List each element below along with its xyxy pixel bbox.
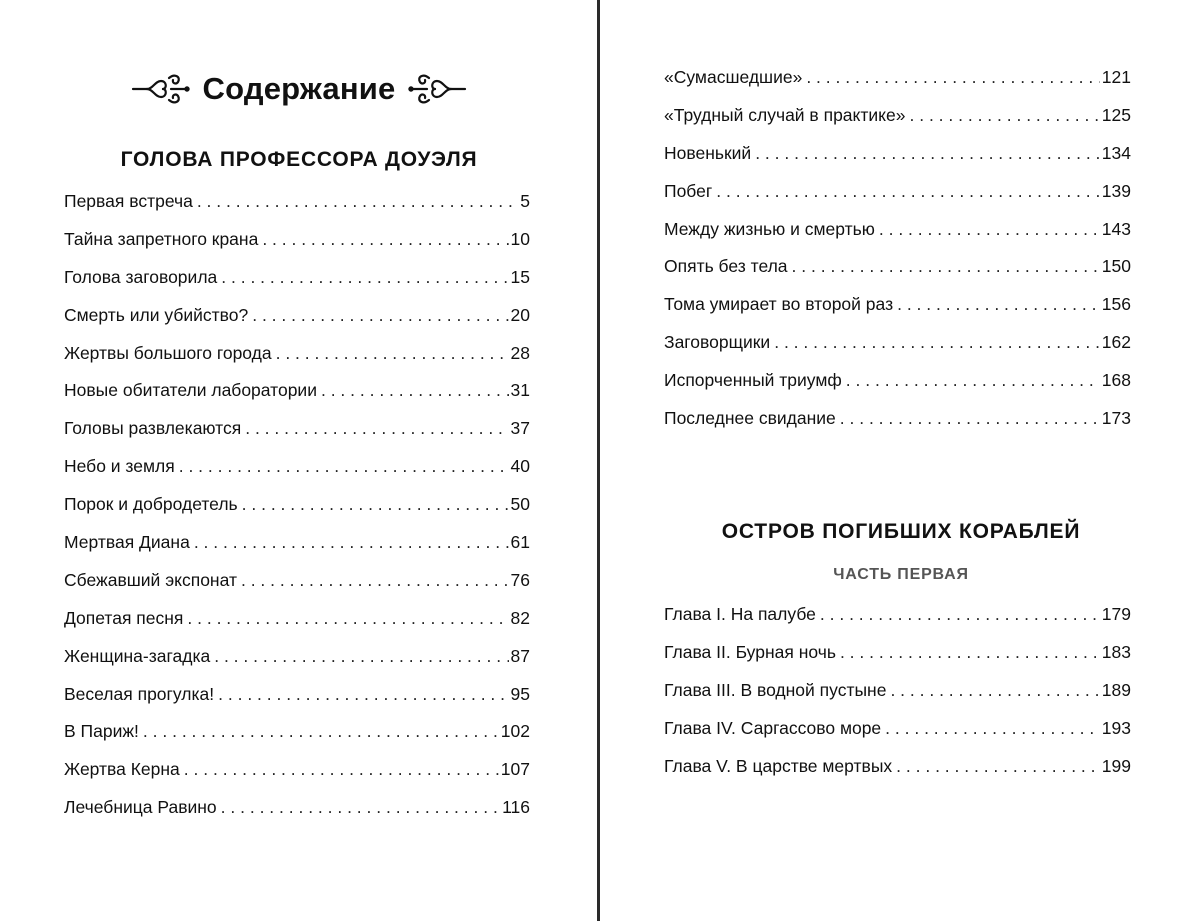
dot-leader (910, 105, 1100, 126)
dot-leader (716, 181, 1100, 202)
toc-entry[interactable] (64, 759, 530, 797)
toc-entry[interactable] (64, 532, 530, 570)
toc-entry-title: Женщина-загадка (64, 645, 211, 666)
toc-entry-page: 183 (1101, 641, 1131, 662)
part-title: ЧАСТЬ ПЕРВАЯ (833, 566, 969, 583)
toc-entry-page: 143 (1101, 218, 1131, 239)
toc-entry[interactable] (64, 684, 530, 722)
dot-leader (840, 408, 1100, 429)
toc-entry-title: Тома умирает во второй раз (664, 294, 894, 315)
toc-entry-title: Голова заговорила (64, 266, 218, 287)
toc-entry-title: Жертва Керна (64, 759, 180, 780)
toc-entry[interactable] (64, 646, 530, 684)
toc-entry-title: Лечебница Равино (64, 797, 217, 818)
dot-leader (879, 219, 1100, 240)
toc-entry[interactable] (64, 343, 530, 381)
toc-entry-page: 179 (1101, 604, 1131, 624)
book2-toc-list (664, 604, 1131, 793)
toc-entry-title: Порок и добродетель (64, 494, 238, 515)
toc-entry-page: 173 (1101, 408, 1131, 429)
flourish-left-icon (131, 69, 191, 109)
toc-entry-title: Мертвая Диана (64, 532, 190, 553)
toc-entry[interactable] (64, 608, 530, 646)
toc-entry-title: Тайна запретного крана (64, 228, 259, 249)
toc-entry-title: Допетая песня (64, 607, 184, 628)
toc-entry-page: 199 (1101, 755, 1131, 776)
toc-entry[interactable] (664, 642, 1131, 680)
contents-heading (0, 64, 598, 114)
toc-entry[interactable] (664, 756, 1131, 794)
toc-entry[interactable] (664, 408, 1131, 446)
toc-entry-page: 121 (1101, 67, 1131, 87)
toc-entry-title: Глава II. Бурная ночь (664, 641, 836, 662)
dot-leader (187, 608, 508, 629)
toc-entry-page: 15 (510, 266, 530, 287)
dot-leader (755, 143, 1100, 164)
toc-entry[interactable] (664, 143, 1131, 181)
book2-title: ОСТРОВ ПОГИБШИХ КОРАБЛЕЙ (721, 520, 1081, 543)
toc-entry-page: 61 (510, 532, 530, 553)
toc-entry-page: 82 (510, 607, 530, 628)
toc-entry-page: 5 (520, 191, 530, 211)
toc-entry-title: Небо и земля (64, 456, 175, 477)
book1-toc-list-right (664, 67, 1131, 446)
dot-leader (252, 305, 508, 326)
dot-leader (194, 532, 509, 553)
toc-entry-title: В Париж! (64, 721, 139, 742)
toc-entry[interactable] (64, 229, 530, 267)
toc-entry-page: 168 (1101, 370, 1131, 391)
toc-entry-page: 50 (510, 494, 530, 515)
toc-entry-page: 150 (1101, 256, 1131, 277)
toc-entry-page: 87 (510, 645, 530, 666)
toc-entry-title: Сбежавший экспонат (64, 569, 237, 590)
dot-leader (806, 67, 1099, 88)
dot-leader (846, 370, 1100, 391)
toc-entry-title: Смерть или убийство? (64, 304, 249, 325)
dot-leader (897, 294, 1100, 315)
toc-entry-title: Глава IV. Саргассово море (664, 717, 882, 738)
toc-entry[interactable] (664, 680, 1131, 718)
dot-leader (276, 343, 509, 364)
toc-entry-page: 20 (510, 304, 530, 325)
toc-entry-page: 162 (1101, 332, 1131, 353)
toc-entry-title: Заговорщики (664, 332, 771, 353)
toc-entry-title: Новенький (664, 142, 752, 163)
toc-entry-title: Опять без тела (664, 256, 788, 277)
dot-leader (820, 604, 1100, 625)
toc-entry-page: 134 (1101, 142, 1131, 163)
toc-entry-page: 139 (1101, 180, 1131, 201)
toc-entry-page: 193 (1101, 717, 1131, 738)
book1-toc-list-left (64, 191, 530, 835)
toc-entry[interactable] (64, 305, 530, 343)
toc-entry-page: 28 (510, 342, 530, 363)
toc-entry-title: Побег (664, 180, 713, 201)
toc-entry[interactable] (64, 456, 530, 494)
toc-entry-title: Последнее свидание (664, 408, 836, 429)
toc-entry-title: «Сумасшедшие» (664, 67, 803, 87)
book-spine-divider (597, 0, 600, 921)
dot-leader (896, 756, 1100, 777)
toc-entry-title: Глава I. На палубе (664, 604, 816, 624)
dot-leader (242, 494, 509, 515)
dot-leader (774, 332, 1100, 353)
book1-title: ГОЛОВА ПРОФЕССОРА ДОУЭЛЯ (120, 148, 478, 171)
dot-leader (221, 797, 500, 818)
toc-entry[interactable] (64, 418, 530, 456)
toc-entry[interactable] (664, 219, 1131, 257)
toc-entry[interactable] (64, 380, 530, 418)
toc-entry-page: 10 (510, 228, 530, 249)
dot-leader (218, 684, 508, 705)
left-page (0, 0, 598, 921)
toc-entry-page: 95 (510, 683, 530, 704)
toc-entry[interactable] (664, 332, 1131, 370)
dot-leader (792, 256, 1100, 277)
toc-entry-title: Между жизнью и смертью (664, 218, 875, 239)
dot-leader (179, 456, 509, 477)
toc-entry-page: 102 (500, 721, 530, 742)
toc-entry[interactable] (664, 181, 1131, 219)
dot-leader (262, 229, 508, 250)
toc-entry[interactable] (64, 721, 530, 759)
dot-leader (184, 759, 499, 780)
toc-entry-page: 107 (500, 759, 530, 780)
dot-leader (885, 718, 1100, 739)
toc-entry-title: Новые обитатели лаборатории (64, 380, 317, 401)
toc-entry-page: 189 (1101, 679, 1131, 700)
toc-entry[interactable] (64, 797, 530, 835)
toc-entry[interactable] (664, 370, 1131, 408)
contents-title: Содержание (202, 71, 396, 106)
dot-leader (214, 646, 508, 667)
toc-entry-title: Первая встреча (64, 191, 193, 211)
toc-entry-page: 156 (1101, 294, 1131, 315)
toc-entry[interactable] (64, 570, 530, 608)
toc-entry-title: Головы развлекаются (64, 418, 242, 439)
toc-entry[interactable] (664, 105, 1131, 143)
toc-entry-title: Испорченный триумф (664, 370, 842, 391)
toc-entry[interactable] (64, 494, 530, 532)
toc-entry[interactable] (64, 191, 530, 229)
toc-entry-title: «Трудный случай в практике» (664, 104, 906, 125)
dot-leader (221, 267, 508, 288)
toc-entry-page: 31 (510, 380, 530, 401)
dot-leader (143, 721, 499, 742)
toc-entry-title: Веселая прогулка! (64, 683, 215, 704)
toc-entry[interactable] (664, 294, 1131, 332)
toc-entry-page: 76 (510, 569, 530, 590)
toc-entry-title: Глава V. В царстве мертвых (664, 755, 893, 776)
toc-entry-title: Глава III. В водной пустыне (664, 679, 887, 700)
dot-leader (241, 570, 509, 591)
dot-leader (197, 191, 518, 212)
flourish-right-icon (407, 69, 467, 109)
toc-entry[interactable] (664, 67, 1131, 105)
dot-leader (321, 380, 509, 401)
toc-entry-page: 40 (510, 456, 530, 477)
toc-entry-title: Жертвы большого города (64, 342, 272, 363)
toc-entry-page: 37 (510, 418, 530, 439)
toc-entry[interactable] (664, 256, 1131, 294)
toc-entry-page: 125 (1101, 104, 1131, 125)
toc-entry-page: 116 (502, 797, 530, 818)
dot-leader (890, 680, 1099, 701)
right-page (602, 0, 1200, 921)
toc-entry[interactable] (664, 604, 1131, 642)
dot-leader (840, 642, 1100, 663)
toc-entry[interactable] (64, 267, 530, 305)
dot-leader (245, 418, 508, 439)
toc-entry[interactable] (664, 718, 1131, 756)
